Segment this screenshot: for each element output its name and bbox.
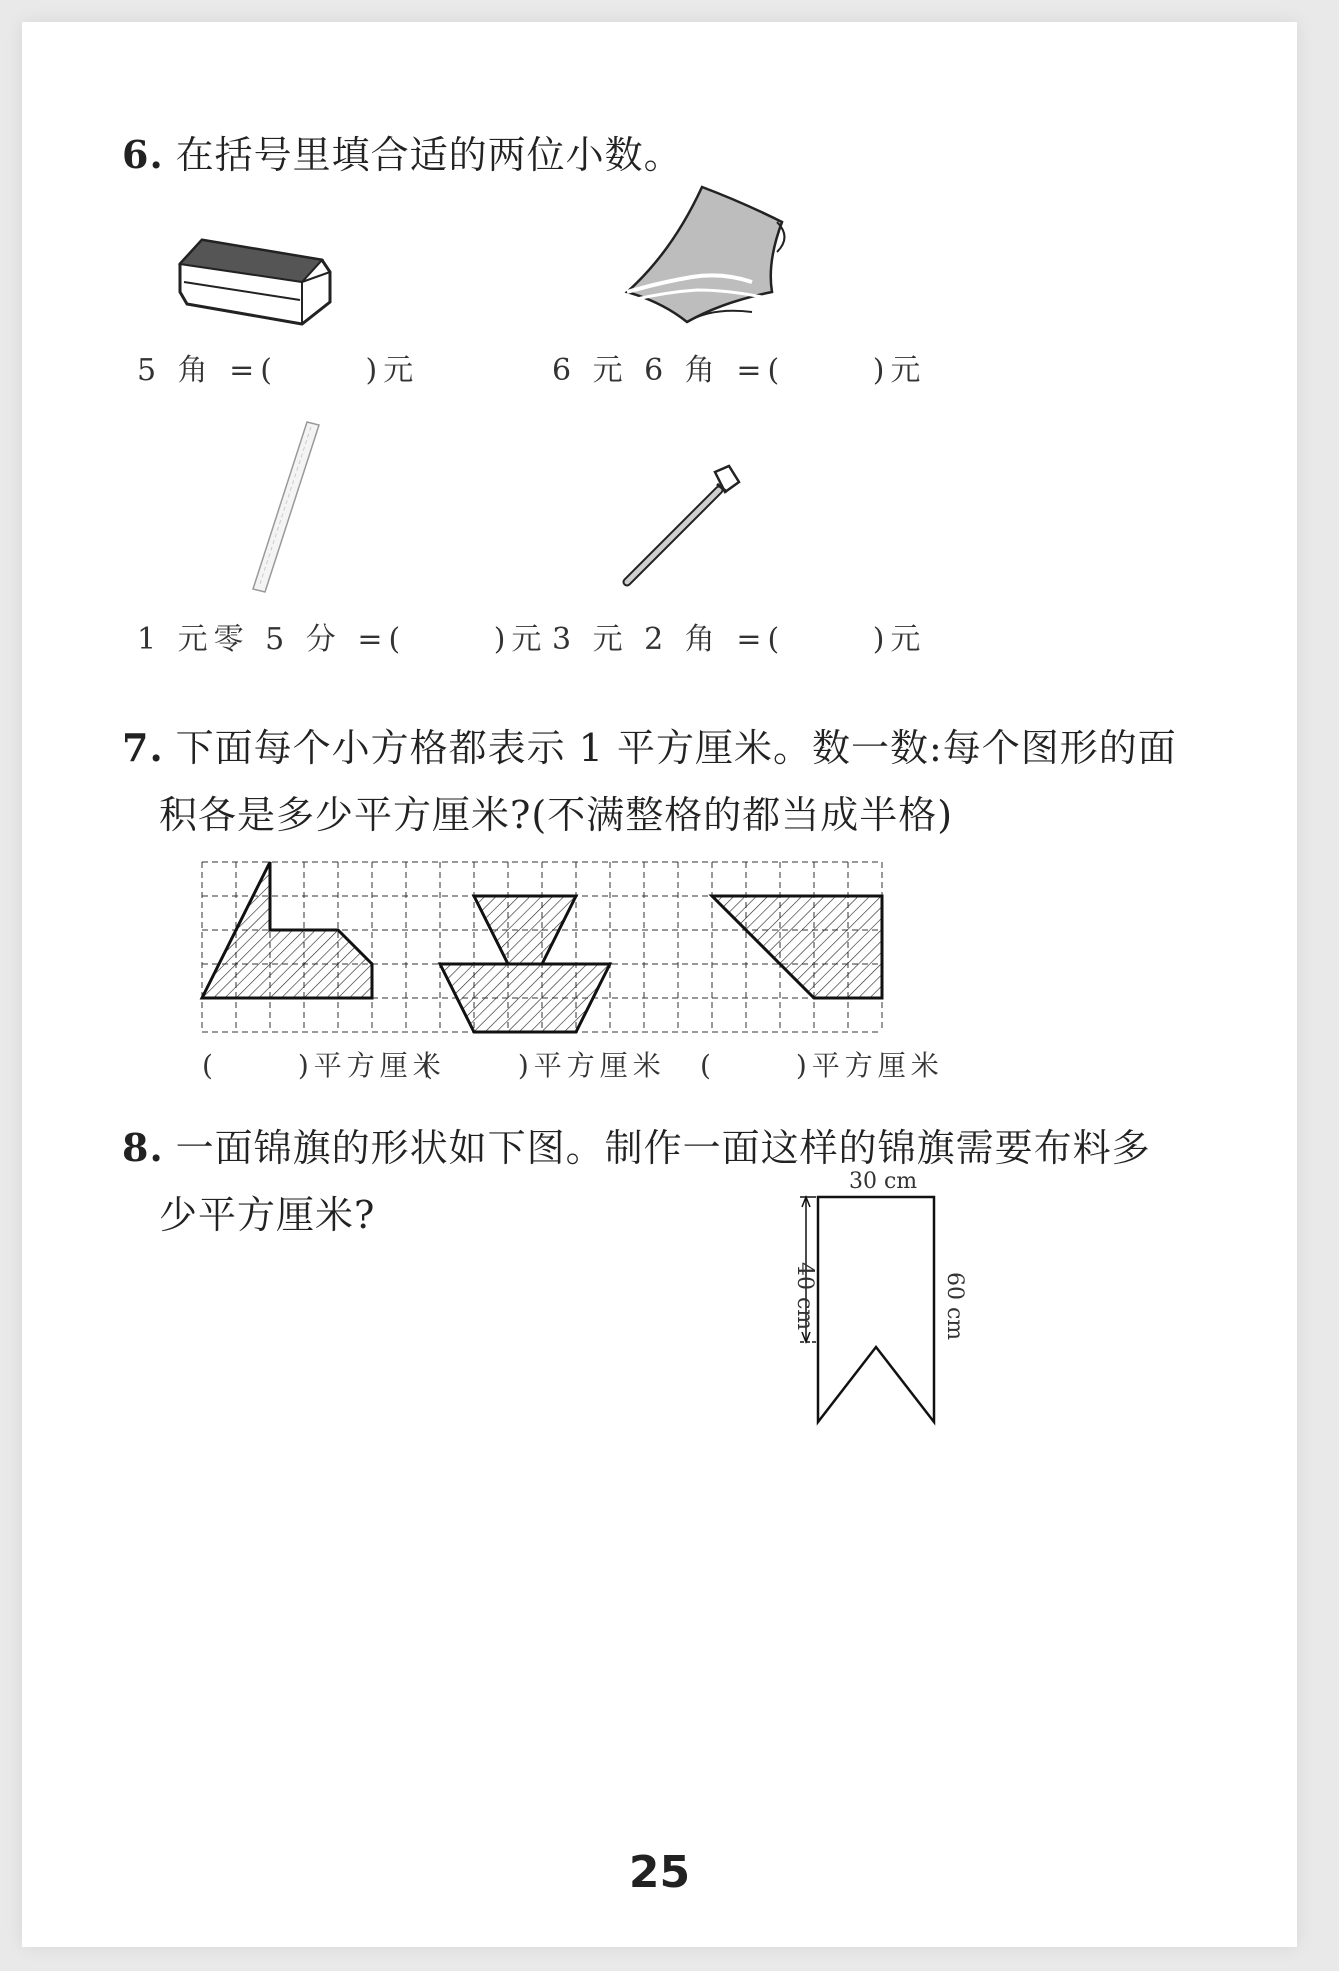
question-number: 6. [122, 132, 164, 177]
question-6-title [122, 122, 683, 189]
question-text: 在括号里填合适的两位小数。 [175, 133, 683, 177]
question-number: 7. [122, 725, 164, 770]
question-number: 8. [122, 1125, 164, 1170]
pennant-right-label: 60 cm [942, 1272, 967, 1341]
question-7-title [122, 715, 1177, 848]
q7-answer-2: ( )平方厘米 [422, 1049, 666, 1082]
page-number: 25 [628, 1847, 691, 1898]
pennant-width-label: 30 cm [849, 1169, 918, 1194]
q6-item-3-expression: 1 元零 5 分 =( )元 [137, 622, 548, 657]
towel-icon [602, 182, 802, 332]
q7-answer-1: ( )平方厘米 [202, 1049, 446, 1082]
question-8-title [122, 1115, 1151, 1248]
question-text-line1: 下面每个小方格都表示 1 平方厘米。数一数:每个图形的面 [175, 726, 1177, 770]
straw-icon [247, 417, 327, 597]
worksheet-page [22, 22, 1297, 1947]
pennant-left-label: 40 cm [792, 1262, 817, 1331]
shape-2-bottom [440, 964, 610, 1032]
q6-item-2-expression: 6 元 6 角 =( )元 [552, 353, 927, 388]
shape-2-top [474, 896, 576, 964]
area-grid-figure [202, 862, 884, 1032]
toothbrush-icon [607, 462, 747, 602]
shape-3 [712, 896, 882, 998]
question-text-line2: 少平方厘米? [159, 1192, 376, 1237]
q6-item-1-expression: 5 角 =( )元 [137, 353, 420, 388]
question-text-line1: 一面锦旗的形状如下图。制作一面这样的锦旗需要布料多 [175, 1126, 1151, 1170]
eraser-icon [172, 232, 342, 332]
q6-item-4-expression: 3 元 2 角 =( )元 [552, 622, 927, 657]
question-text-line2: 积各是多少平方厘米?(不满整格的都当成半格) [159, 792, 954, 837]
q7-answer-3: ( )平方厘米 [700, 1049, 944, 1082]
